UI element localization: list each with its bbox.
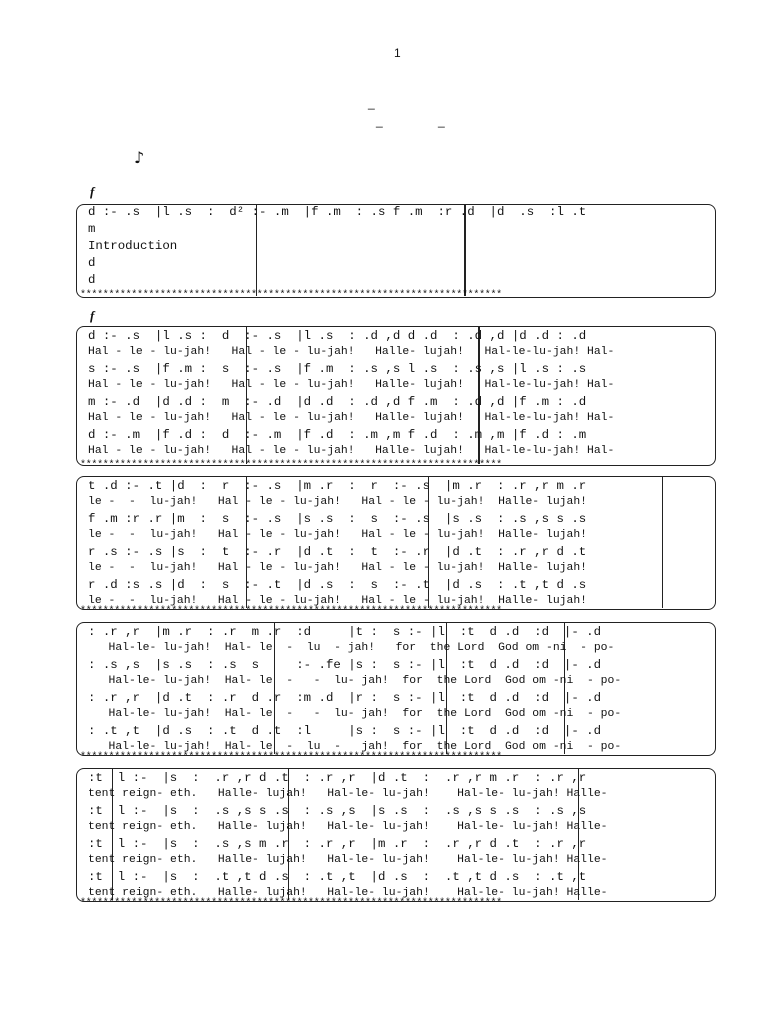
staff-line: m [88, 222, 96, 236]
lyric-line: le - - lu-jah! Hal - le - lu-jah! Hal - le - lu-jah! Halle- lujah! [88, 529, 587, 541]
staff-line: : .r ,r |m .r : .r m .r :d |t : s :- |l :t d .d :d |- .d [88, 625, 602, 639]
staff-line: d :- .s |l .s : d :- .s |l .s : .d ,d d .d : .d ,d |d .d : .d [88, 329, 587, 343]
staff-line: t .d :- .t |d : r :- .s |m .r : r :- .s |m .r : .r ,r m .r [88, 479, 587, 493]
staff-line: : .r ,r |d .t : .r d .r :m .d |r : s :- |l :t d .d :d |- .d [88, 691, 602, 705]
lyric-line: Hal-le- lu-jah! Hal- le - - lu- jah! for the Lord God om -ni - po- [88, 675, 622, 687]
score-system-3 [68, 476, 724, 616]
score-system-5 [68, 768, 724, 912]
lyric-line: Hal-le- lu-jah! Hal- le - lu - jah! for the Lord God om -ni - po- [88, 741, 622, 753]
staff-line: d :- .m |f .d : d :- .m |f .d : .m ,m f .d : .m ,m |f .d : .m [88, 428, 587, 442]
staff-line: f .m :r .r |m : s :- .s |s .s : s :- .s |s .s : .s ,s s .s [88, 512, 587, 526]
staff-line: Introduction [88, 239, 178, 253]
staff-line: s :- .s |f .m : s :- .s |f .m : .s ,s l .s : .s ,s |l .s : .s [88, 362, 587, 376]
lyric-line: Hal - le - lu-jah! Hal - le - lu-jah! Halle- lujah! Hal-le-lu-jah! Hal- [88, 346, 615, 358]
lyric-line: Hal - le - lu-jah! Hal - le - lu-jah! Halle- lujah! Hal-le-lu-jah! Hal- [88, 412, 615, 424]
staff-line: d [88, 273, 96, 287]
lyric-line: le - - lu-jah! Hal - le - lu-jah! Hal - le - lu-jah! Halle- lujah! [88, 562, 587, 574]
score-system-2 [68, 308, 724, 472]
staff-line: :t l :- |s : .r ,r d .t : .r ,r |d .t : .r ,r m .r : .r ,r [88, 771, 587, 785]
lyric-line: tent reign- eth. Halle- lujah! Hal-le- lu-jah! Hal-le- lu-jah! Halle- [88, 821, 608, 833]
lyric-line: le - - lu-jah! Hal - le - lu-jah! Hal - le - lu-jah! Halle- lujah! [88, 496, 587, 508]
staff-line: :t l :- |s : .s ,s s .s : .s ,s |s .s : .s ,s s .s : .s ,s [88, 804, 587, 818]
page-number: 1 [394, 46, 401, 60]
dynamic-marking: f [90, 184, 95, 199]
score-system-4 [68, 622, 724, 762]
separator-stars: ************************************************************************** [80, 752, 502, 763]
title-dash: _ [368, 96, 375, 110]
separator-stars: ************************************************************************** [80, 290, 502, 301]
staff-line: :t l :- |s : .s ,s m .r : .r ,r |m .r : .r ,r d .t : .r ,r [88, 837, 587, 851]
staff-line: d :- .s |l .s : d² :- .m |f .m : .s f .m :r .d |d .s :l .t [88, 205, 587, 219]
lyric-line: Hal-le- lu-jah! Hal- le - lu - jah! for the Lord God om -ni - po- [88, 642, 615, 654]
staff-line: : .s ,s |s .s : .s s :- .fe |s : s :- |l :t d .d :d |- .d [88, 658, 602, 672]
separator-stars: ************************************************************************** [80, 460, 502, 471]
staff-line: r .d :s .s |d : s :- .t |d .s : s :- .t |d .s : .t ,t d .s [88, 578, 587, 592]
music-note-icon: ♪ [134, 148, 145, 167]
staff-line: d [88, 256, 96, 270]
staff-line: :t l :- |s : .t ,t d .s : .t ,t |d .s : .t ,t d .s : .t ,t [88, 870, 587, 884]
score-system-1 [68, 184, 724, 304]
lyric-line: Hal - le - lu-jah! Hal - le - lu-jah! Halle- lujah! Hal-le-lu-jah! Hal- [88, 445, 615, 457]
dynamic-marking: f [90, 308, 95, 323]
staff-line: m :- .d |d .d : m :- .d |d .d : .d ,d f .m : .d ,d |f .m : .d [88, 395, 587, 409]
separator-stars: ************************************************************************** [80, 606, 502, 617]
staff-line: : .t ,t |d .s : .t d .t :l |s : s :- |l :t d .d :d |- .d [88, 724, 602, 738]
title-dash: _ [438, 114, 445, 128]
lyric-line: tent reign- eth. Halle- lujah! Hal-le- lu-jah! Hal-le- lu-jah! Halle- [88, 887, 608, 899]
title-dash: _ [376, 114, 383, 128]
lyric-line: Hal-le- lu-jah! Hal- le - - lu- jah! for the Lord God om -ni - po- [88, 708, 622, 720]
staff-line: r .s :- .s |s : t :- .r |d .t : t :- .r |d .t : .r ,r d .t [88, 545, 587, 559]
lyric-line: Hal - le - lu-jah! Hal - le - lu-jah! Halle- lujah! Hal-le-lu-jah! Hal- [88, 379, 615, 391]
lyric-line: le - - lu-jah! Hal - le - lu-jah! Hal - le - lu-jah! Halle- lujah! [88, 595, 587, 607]
separator-stars: ************************************************************************** [80, 898, 502, 909]
bar-line [662, 476, 663, 608]
lyric-line: tent reign- eth. Halle- lujah! Hal-le- lu-jah! Hal-le- lu-jah! Halle- [88, 788, 608, 800]
lyric-line: tent reign- eth. Halle- lujah! Hal-le- lu-jah! Hal-le- lu-jah! Halle- [88, 854, 608, 866]
